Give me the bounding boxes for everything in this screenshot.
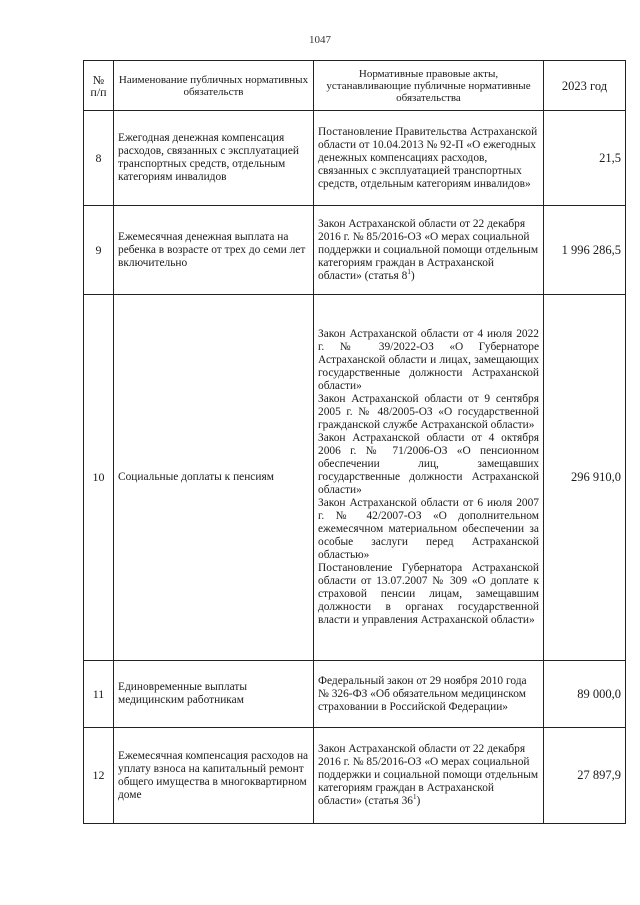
amount-2023: 296 910,0	[544, 295, 626, 661]
row-number: 8	[84, 111, 114, 206]
legal-acts	[314, 728, 544, 824]
table-row	[84, 728, 626, 824]
row-number: 12	[84, 728, 114, 824]
amount-2023: 27 897,9	[544, 728, 626, 824]
legal-act-tail: )	[410, 269, 415, 282]
legal-act: Закон Астраханской области от 4 октября 2006 г. № 71/2006-ОЗ «О пенсионном обеспечении лиц, замещавших государственные должности Астраханской области»	[318, 432, 539, 496]
legal-act: Закон Астраханской области от 9 сентября 2005 г. № 48/2005-ОЗ «О государственной гражданской службе Астраханской области»	[318, 393, 539, 431]
legal-acts	[314, 206, 544, 295]
row-number: 10	[84, 295, 114, 661]
legal-act-tail: )	[416, 795, 421, 807]
amount-2023: 1 996 286,5	[544, 206, 626, 295]
legal-act: Закон Астраханской области от 4 июля 2022 г. № 39/2022-ОЗ «О Губернаторе Астраханской области и лицах, замещающих государственные должности Астраханской области»	[318, 328, 539, 392]
header-obligation-name: Наименование публичных нормативных обязательств	[114, 61, 314, 111]
legal-act: Закон Астраханской области от 22 декабря 2016 г. № 85/2016-ОЗ «О мерах социальной поддержки и социальной помощи отдельным категориям граждан в Астраханской области» (статья 36	[318, 743, 539, 807]
row-number: 11	[84, 661, 114, 728]
article-superscript: 1	[407, 267, 411, 276]
amount-2023: 21,5	[544, 111, 626, 206]
legal-acts	[314, 295, 544, 661]
obligations-table	[83, 60, 626, 824]
legal-act: Постановление Правительства Астраханской области от 10.04.2013 № 92-П «О ежегодных денежных компенсациях расходов, связанных с эксплуатацией транспортных средств, отдельным категориям инвалидов»	[318, 125, 538, 190]
legal-act: Закон Астраханской области от 6 июля 2007 г. № 42/2007-ОЗ «О дополнительном ежемесячном материальном обеспечении за особые заслуги перед Астраханской областью»	[318, 497, 539, 561]
obligation-name: Ежемесячная компенсация расходов на уплату взноса на капитальный ремонт общего имущества в многоквартирном доме	[114, 728, 314, 824]
legal-acts	[314, 661, 544, 728]
table-row	[84, 661, 626, 728]
header-year: 2023 год	[544, 61, 626, 111]
obligation-name: Ежегодная денежная компенсация расходов, связанных с эксплуатацией транспортных средств, отдельным категориям инвалидов	[114, 111, 314, 206]
table-row	[84, 295, 626, 661]
obligation-name: Единовременные выплаты медицинским работникам	[114, 661, 314, 728]
legal-act: Федеральный закон от 29 ноября 2010 года № 326-ФЗ «Об обязательном медицинском страховании в Российской Федерации»	[318, 674, 527, 713]
page-number: 1047	[309, 34, 331, 46]
amount-2023: 89 000,0	[544, 661, 626, 728]
legal-act: Постановление Губернатора Астраханской области от 13.07.2007 № 309 «О доплате к страховой пенсии лицам, замещавшим должности в органах государственной власти и управления Астраханской области»	[318, 562, 539, 626]
table-row	[84, 206, 626, 295]
header-legal-acts: Нормативные правовые акты, устанавливающие публичные нормативные обязательства	[314, 61, 544, 111]
legal-act: Закон Астраханской области от 22 декабря 2016 г. № 85/2016-ОЗ «О мерах социальной поддержки и социальной помощи отдельным категориям граждан в Астраханской области» (статья 8	[318, 217, 539, 282]
table-header-row	[84, 61, 626, 111]
table-row	[84, 111, 626, 206]
row-number: 9	[84, 206, 114, 295]
legal-acts	[314, 111, 544, 206]
obligation-name: Социальные доплаты к пенсиям	[114, 295, 314, 661]
article-superscript: 1	[413, 793, 417, 802]
header-number: № п/п	[84, 61, 114, 111]
obligation-name: Ежемесячная денежная выплата на ребенка в возрасте от трех до семи лет включительно	[114, 206, 314, 295]
